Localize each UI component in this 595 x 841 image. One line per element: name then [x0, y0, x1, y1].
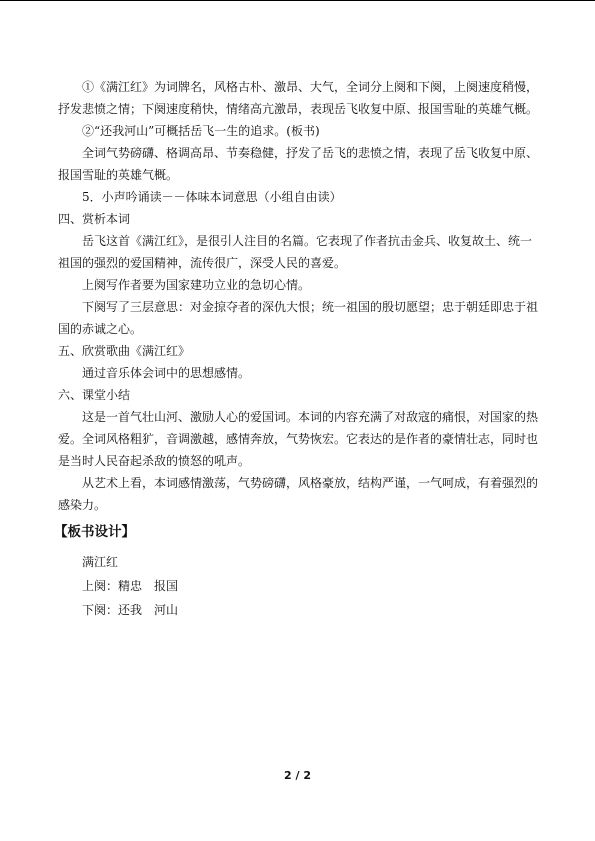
paragraph-song: 通过音乐体会词中的思想感情。: [82, 366, 251, 380]
top-rule: [0, 0, 595, 1]
paragraph-step-5: 5．小声吟诵读－－体味本词意思（小组自由读）: [82, 190, 342, 204]
paragraph-summary-1: 这是一首气壮山河、激励人心的爱国词。本词的内容充满了对敌寇的痛恨，对国家的热爱。全词风格粗犷，音调激越，感情奔放，气势恢宏。它表达的是作者的豪情壮志，同时也是当时人民奋起杀敌的愤怒的吼声。: [58, 410, 539, 468]
page-number: 2 / 2: [284, 769, 311, 782]
document-body: [54, 76, 539, 622]
board-line-upper: 上阕：精忠 报国: [82, 579, 179, 593]
paragraph-appreciation-2: 上阕写作者要为国家建功立业的急切心情。: [82, 278, 311, 292]
paragraph-return-my-land: ②“还我河山”可概括岳飞一生的追求。(板书): [82, 124, 320, 138]
board-title: 满江红: [82, 555, 119, 569]
heading-song: 五、欣赏歌曲《满江红》: [58, 344, 191, 358]
paragraph-manjianghong-style: ①《满江红》为词牌名，风格古朴、激昂、大气，全词分上阕和下阕，上阕速度稍慢，抒发悲愤之情；下阕速度稍快，情绪高亢激昂，表现岳飞收复中原、报国雪耻的英雄气概。: [58, 80, 539, 116]
paragraph-appreciation-3: 下阕写了三层意思：对金掠夺者的深仇大恨；统一祖国的殷切愿望；忠于朝廷即忠于祖国的赤诚之心。: [58, 300, 539, 336]
heading-appreciation: 四、赏析本词: [58, 212, 131, 226]
paragraph-summary-2: 从艺术上看，本词感情激荡，气势磅礴，风格豪放，结构严谨，一气呵成，有着强烈的感染力。: [58, 476, 539, 512]
paragraph-summary-emotion: 全词气势磅礴、格调高昂、节奏稳健，抒发了岳飞的悲愤之情，表现了岳飞收复中原、报国雪耻的英雄气概。: [58, 146, 539, 182]
board-line-lower: 下阕：还我 河山: [82, 603, 179, 617]
paragraph-appreciation-1: 岳飞这首《满江红》，是很引人注目的名篇。它表现了作者抗击金兵、收复故土、统一祖国的强烈的爱国精神，流传很广，深受人民的喜爱。: [58, 234, 533, 270]
heading-summary: 六、课堂小结: [58, 388, 131, 402]
board-design-title: 【板书设计】: [54, 524, 135, 540]
